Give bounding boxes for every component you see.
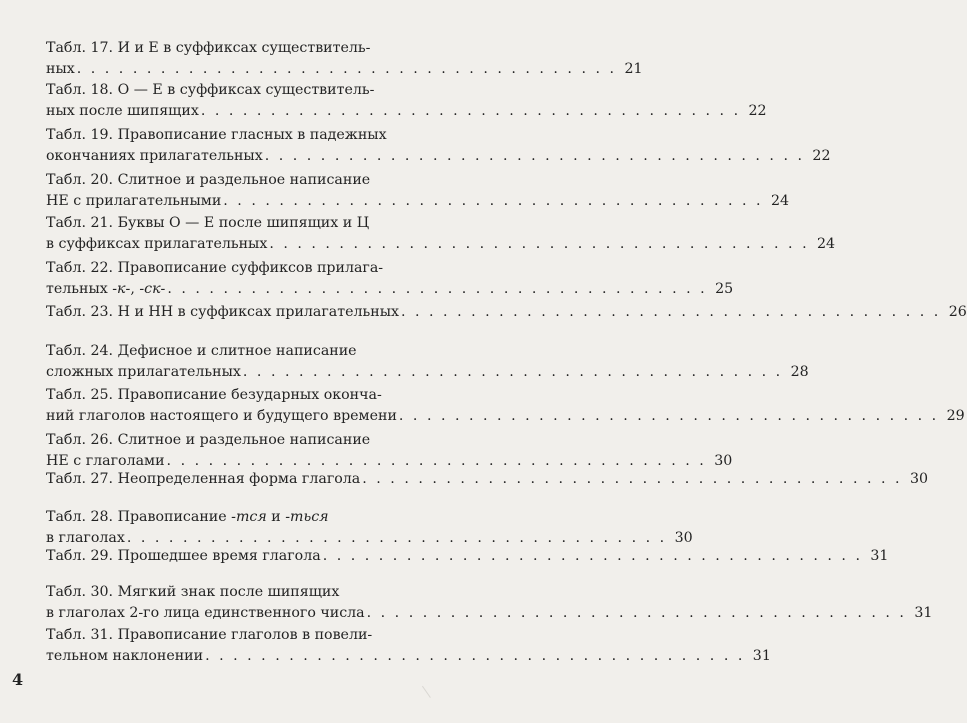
toc-entry-text: Табл. 31. Правописание глаголов в повели-: [46, 627, 373, 643]
toc-entry-final-line: [46, 302, 967, 323]
toc-entry-text: Табл. 29. Прошедшее время глагола: [46, 548, 321, 564]
dot-leader: . . . . . . . . . . . . . . . . . . . . . . . . . . . . . . . . . . . . . . .: [362, 471, 903, 487]
toc-entry-text: тельном наклонении: [46, 648, 204, 664]
toc-entry-line: [46, 385, 413, 406]
toc-entry: [46, 341, 809, 383]
toc-entry: [46, 213, 836, 255]
toc-entry-final-line: [46, 603, 933, 624]
toc-entry-line: [46, 80, 413, 101]
toc-entry-final-line: [46, 234, 836, 255]
toc-page-number: 22: [812, 148, 831, 164]
toc-page-number: 26: [948, 304, 967, 320]
toc-entry-line: [46, 341, 413, 362]
toc-page-number: 21: [624, 61, 643, 77]
dot-leader: . . . . . . . . . . . . . . . . . . . . . . . . . . . . . . . . . . . . . . .: [242, 364, 783, 380]
toc-entry: [46, 385, 965, 427]
toc-entry-text: Табл. 24. Дефисное и слитное написание: [46, 343, 357, 359]
toc-entry-text: ных: [46, 61, 75, 77]
page-number: 4: [12, 670, 24, 689]
dot-leader: . . . . . . . . . . . . . . . . . . . . . . . . . . . . . . . . . . . . . . .: [401, 304, 941, 320]
toc-entry-final-line: [46, 279, 734, 300]
toc-entry: [46, 430, 733, 472]
toc-page-number: 31: [752, 648, 771, 664]
toc-entry-final-line: [46, 362, 809, 383]
dot-leader: . . . . . . . . . . . . . . . . . . . . . . . . . . . . . . . . . . . . . . .: [167, 281, 708, 297]
toc-entry-text: Табл. 25. Правописание безударных оконча-: [46, 387, 382, 403]
dot-leader: . . . . . . . . . . . . . . . . . . . . . . . . . . . . . . . . . . . . . . .: [126, 530, 667, 546]
toc-page-number: 24: [770, 193, 790, 209]
toc-entry-line: [46, 430, 413, 451]
toc-page-number: 28: [790, 364, 809, 380]
toc-page-number: 22: [748, 103, 767, 119]
toc-entry-text: Табл. 18. О — Е в суффиксах существитель-: [46, 82, 375, 98]
toc-entry-text: ных после шипящих: [46, 103, 199, 119]
toc-entry-line: [46, 213, 413, 234]
toc-entry: [46, 80, 767, 122]
toc-entry: [46, 258, 734, 300]
toc-entry-text: ний глаголов настоящего и будущего времени: [46, 408, 397, 424]
toc-entry-text: Табл. 26. Слитное и раздельное написание: [46, 432, 371, 448]
toc-entry-text: Табл. 20. Слитное и раздельное написание: [46, 172, 371, 188]
toc-entry-final-line: [46, 59, 643, 80]
toc-entry: [46, 507, 693, 549]
toc-entry-text: Табл. 21. Буквы О — Е после шипящих и Ц: [46, 215, 370, 231]
paper-crease-mark: [422, 680, 439, 698]
toc-entry-text: тельных -к-, -ск-: [46, 281, 166, 297]
toc-entry-line: [46, 625, 413, 646]
toc-entry: [46, 582, 933, 624]
toc-page-number: 31: [870, 548, 889, 564]
dot-leader: . . . . . . . . . . . . . . . . . . . . . . . . . . . . . . . . . . . . . . .: [200, 103, 741, 119]
toc-entry: [46, 469, 929, 490]
toc-entry-line: [46, 170, 413, 191]
toc-entry-text: в глаголах: [46, 530, 125, 546]
toc-entry-text: в глаголах 2-го лица единственного числа: [46, 605, 365, 621]
toc-entry-line: [46, 125, 413, 146]
toc-entry-final-line: [46, 101, 767, 122]
dot-leader: . . . . . . . . . . . . . . . . . . . . . . . . . . . . . . . . . . . . . . .: [205, 648, 745, 664]
toc-entry: [46, 625, 771, 667]
toc-page-number: 30: [909, 471, 929, 487]
toc-page-number: 30: [714, 453, 733, 469]
dot-leader: . . . . . . . . . . . . . . . . . . . . . . . . . . . . . . . . . . . . . . .: [398, 408, 939, 424]
toc-entry-line: [46, 507, 413, 528]
toc-entry-line: [46, 38, 413, 59]
toc-entry-line: [46, 582, 413, 603]
toc-entry: [46, 302, 967, 323]
toc-entry: [46, 546, 889, 567]
toc-entry-text: Табл. 30. Мягкий знак после шипящих: [46, 584, 340, 600]
toc-entry-text: Табл. 27. Неопределенная форма глагола: [46, 471, 361, 487]
toc-entry-text: Табл. 23. Н и НН в суффиксах прилагательных: [46, 304, 399, 320]
toc-entry-final-line: [46, 546, 889, 567]
toc-entry: [46, 170, 790, 212]
toc-entry-line: [46, 258, 413, 279]
toc-entry-text: Табл. 28. Правописание -тся и -ться: [46, 509, 329, 525]
dot-leader: . . . . . . . . . . . . . . . . . . . . . . . . . . . . . . . . . . . . . . .: [269, 236, 810, 252]
toc-page-number: 24: [817, 236, 836, 252]
toc-entry: [46, 125, 831, 167]
toc-entry-text: НЕ с прилагательными: [46, 193, 222, 209]
toc-page-number: 25: [715, 281, 734, 297]
toc-entry-text: НЕ с глаголами: [46, 453, 165, 469]
toc-entry-text: в суффиксах прилагательных: [46, 236, 268, 252]
toc-entry: [46, 38, 643, 80]
toc-entry-final-line: [46, 191, 790, 212]
toc-page-number: 31: [914, 605, 933, 621]
dot-leader: . . . . . . . . . . . . . . . . . . . . . . . . . . . . . . . . . . . . . . .: [322, 548, 863, 564]
toc-entry-text: Табл. 19. Правописание гласных в падежных: [46, 127, 387, 143]
dot-leader: . . . . . . . . . . . . . . . . . . . . . . . . . . . . . . . . . . . . . . .: [76, 61, 617, 77]
toc-entry-final-line: [46, 406, 965, 427]
toc-entry-text: Табл. 22. Правописание суффиксов прилага-: [46, 260, 384, 276]
toc-page-number: 29: [946, 408, 965, 424]
toc-entry-text: окончаниях прилагательных: [46, 148, 263, 164]
toc-entry-text: Табл. 17. И и Е в суффиксах существитель-: [46, 40, 371, 56]
dot-leader: . . . . . . . . . . . . . . . . . . . . . . . . . . . . . . . . . . . . . . .: [366, 605, 907, 621]
toc-entry-final-line: [46, 469, 929, 490]
dot-leader: . . . . . . . . . . . . . . . . . . . . . . . . . . . . . . . . . . . . . . .: [223, 193, 764, 209]
dot-leader: . . . . . . . . . . . . . . . . . . . . . . . . . . . . . . . . . . . . . . .: [166, 453, 707, 469]
toc-entry-text: сложных прилагательных: [46, 364, 241, 380]
dot-leader: . . . . . . . . . . . . . . . . . . . . . . . . . . . . . . . . . . . . . . .: [264, 148, 805, 164]
toc-entry-final-line: [46, 646, 771, 667]
toc-entry-final-line: [46, 146, 831, 167]
toc-page-number: 30: [674, 530, 693, 546]
